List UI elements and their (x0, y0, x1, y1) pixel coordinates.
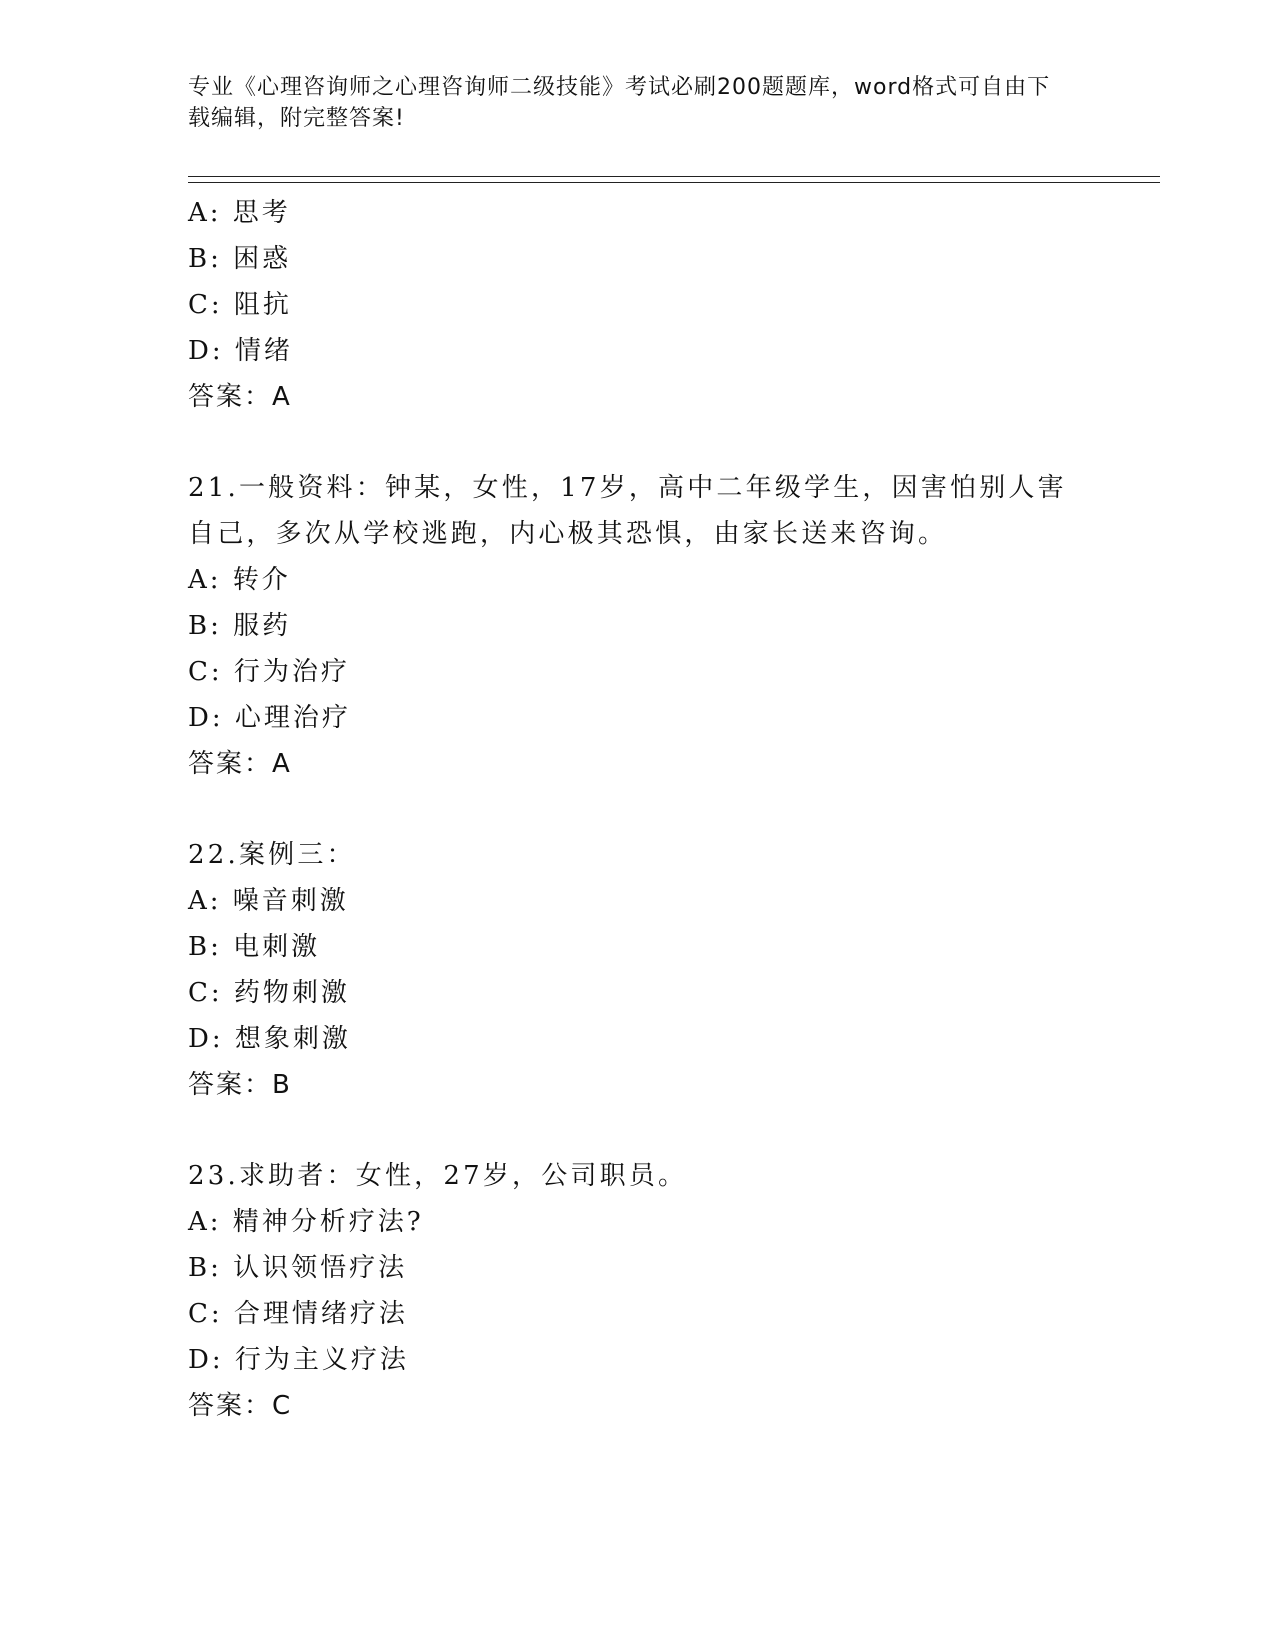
option-b: B: 电刺激 (188, 932, 321, 962)
question-list (188, 190, 1088, 1429)
option-b: B: 认识领悟疗法 (188, 1253, 408, 1283)
question-21-block (188, 465, 1088, 787)
option-c: C: 行为治疗 (188, 657, 350, 687)
option-c: C: 药物刺激 (188, 978, 350, 1008)
question-stem: 21.一般资料：钟某，女性，17岁，高中二年级学生，因害怕别人害自己，多次从学校逃跑，内心极其恐惧，由家长送来咨询。 (188, 473, 1067, 549)
question-stem: 22.案例三： (188, 840, 356, 870)
document-header: 专业《心理咨询师之心理咨询师二级技能》考试必刷200题题库，word格式可自由下载编辑，附完整答案! (188, 75, 1051, 131)
option-c: C: 阻抗 (188, 290, 292, 320)
option-a: A: 转介 (188, 565, 291, 595)
question-20-block (188, 190, 1088, 420)
answer-line: 答案：A (188, 749, 292, 779)
header-divider-bottom (188, 182, 1160, 183)
header-divider-top (188, 176, 1160, 177)
answer-line: 答案：A (188, 382, 292, 412)
option-a: A: 噪音刺激 (188, 886, 349, 916)
option-a: A: 精神分析疗法? (188, 1207, 424, 1237)
answer-line: 答案：C (188, 1391, 293, 1421)
option-b: B: 服药 (188, 611, 292, 641)
option-d: D: 心理治疗 (188, 703, 351, 733)
option-b: B: 困惑 (188, 244, 292, 274)
question-22-block (188, 832, 1088, 1108)
option-d: D: 想象刺激 (188, 1024, 351, 1054)
option-d: D: 情绪 (188, 336, 293, 366)
question-stem: 23.求助者：女性，27岁，公司职员。 (188, 1161, 688, 1191)
question-23-block (188, 1153, 1088, 1429)
option-a: A: 思考 (188, 198, 291, 228)
option-d: D: 行为主义疗法 (188, 1345, 409, 1375)
answer-line: 答案：B (188, 1070, 292, 1100)
option-c: C: 合理情绪疗法 (188, 1299, 408, 1329)
